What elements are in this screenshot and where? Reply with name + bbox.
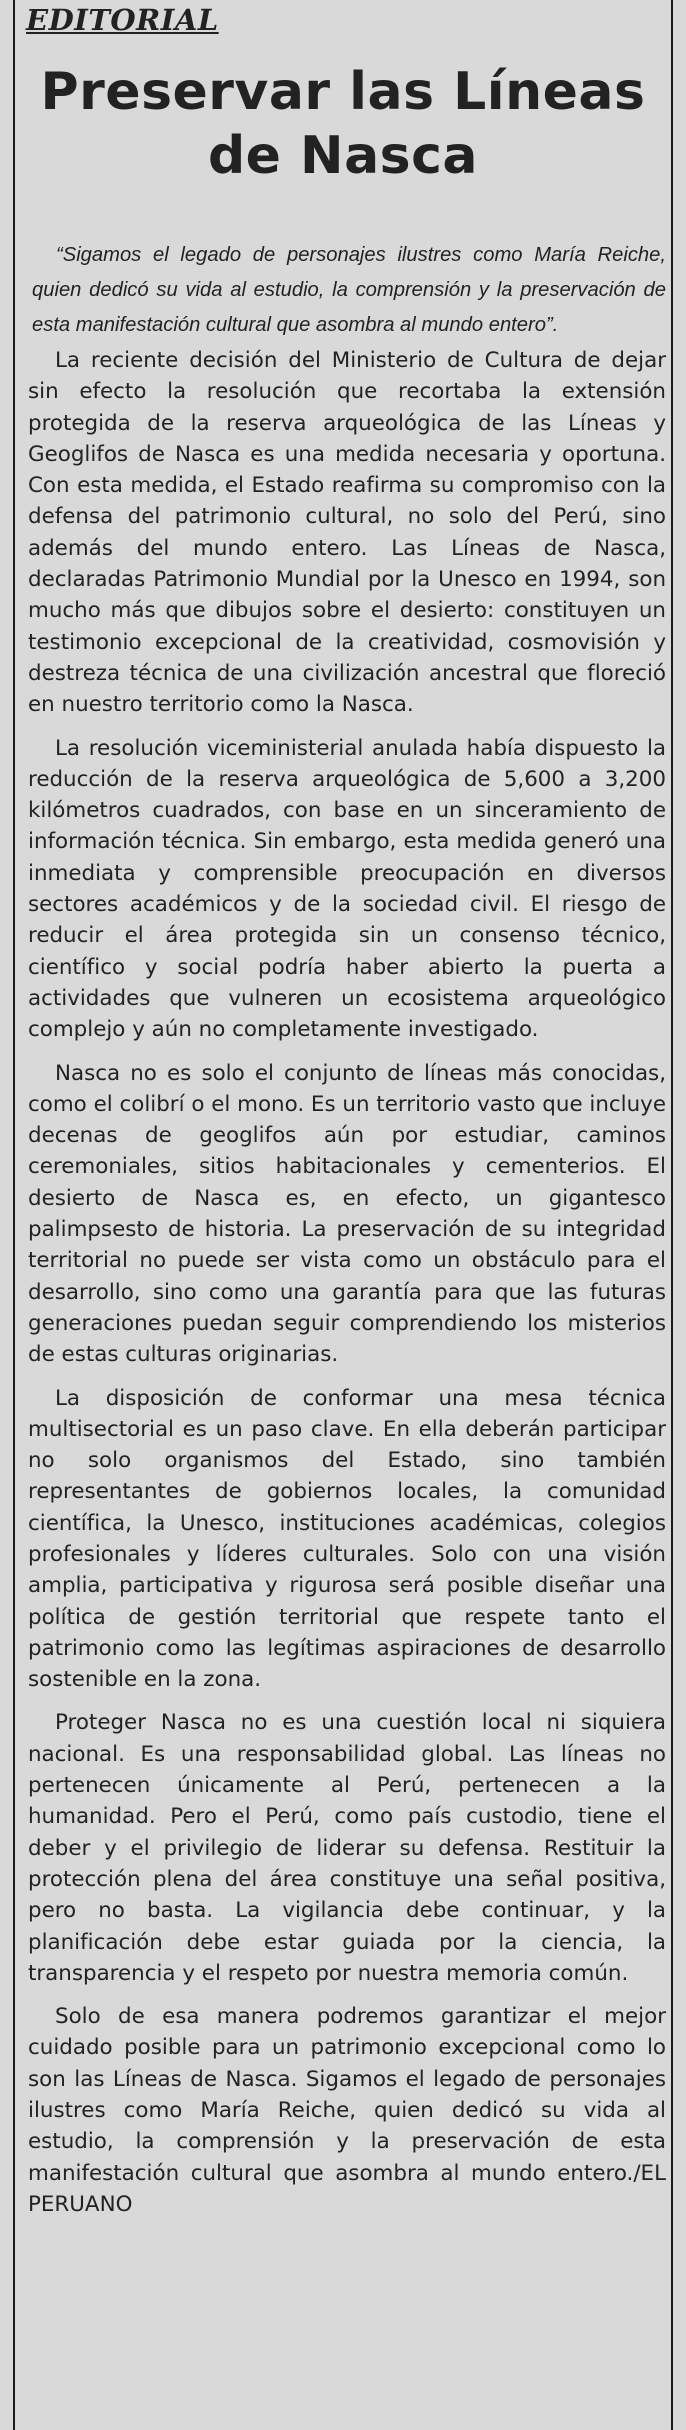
paragraph: La reciente decisión del Ministerio de Cultura de dejar sin efecto la resolución que recortaba la extensión protegida de la reserva arqueológica de las Líneas y Geoglifos de Nasca es una medida necesaria y oportuna. Con esta medida, el Estado reafirma su compromiso con la defensa del patrimonio cultural, no solo del Perú, sino además del mundo entero. Las Líneas de Nasca, declaradas Patrimonio Mundial por la Unesco en 1994, son mucho más que dibujos sobre el desierto: constituyen un testimonio excepcional de la creatividad, cosmovisión y destreza técnica de una civilización ancestral que floreció en nuestro territorio como la Nasca.: [28, 348, 666, 718]
paragraph: Solo de esa manera podremos garantizar el mejor cuidado posible para un patrimonio excepcional como lo son las Líneas de Nasca. Sigamos el legado de personajes ilustres como María Reiche, quien dedicó su vida al estudio, la comprensión y la preservación de esta manifestación cultural que asombra al mundo entero./EL PERUANO: [28, 2004, 666, 2217]
headline: [20, 60, 666, 188]
headline-line-2: de Nasca: [207, 126, 479, 186]
headline-line-1: Preservar las Líneas: [40, 62, 646, 122]
paragraph: La disposición de conformar una mesa técnica multisectorial es un paso clave. En ella deberán participar no solo organismos del Estado, sino también representantes de gobiernos locales, la comunidad científica, la Unesco, instituciones académicas, colegios profesionales y líderes culturales. Solo con una visión amplia, participativa y rigurosa será posible diseñar una política de gestión territorial que respete tanto el patrimonio como las legítimas aspiraciones de desarrollo sostenible en la zona.: [28, 1385, 666, 1693]
paragraph: La resolución viceministerial anulada había dispuesto la reducción de la reserva arqueológica de 5,600 a 3,200 kilómetros cuadrados, con base en un sinceramiento de información técnica. Sin embargo, esta medida generó una inmediata y comprensible preocupación en diversos sectores académicos y de la sociedad civil. El riesgo de reducir el área protegida sin un consenso técnico, científico y social podría haber abierto la puerta a actividades que vulneren un ecosistema arqueológico complejo y aún no completamente investigado.: [28, 735, 666, 1043]
article-body: [28, 345, 666, 2232]
epigraph-quote: “Sigamos el legado de personajes ilustres como María Reiche, quien dedicó su vida al estudio, la comprensión y la preservación de esta manifestación cultural que asombra al mundo entero”.: [32, 244, 666, 336]
paragraph: Proteger Nasca no es una cuestión local ni siquiera nacional. Es una responsabilidad global. Las líneas no pertenecen únicamente al Perú, pertenecen a la humanidad. Pero el Perú, como país custodio, tiene el deber y el privilegio de liderar su defensa. Restituir la protección plena del área constituye una señal positiva, pero no basta. La vigilancia debe continuar, y la planificación debe estar guiada por la ciencia, la transparencia y el respeto por nuestra memoria común.: [28, 1710, 666, 1986]
paragraph: Nasca no es solo el conjunto de líneas más conocidas, como el colibrí o el mono. Es un territorio vasto que incluye decenas de geoglifos aún por estudiar, caminos ceremoniales, sitios habitacionales y cementerios. El desierto de Nasca es, en efecto, un gigantesco palimpsesto de historia. La preservación de su integridad territorial no puede ser vista como un obstáculo para el desarrollo, sino como una garantía para que las futuras generaciones puedan seguir comprendiendo los misterios de estas culturas originarias.: [28, 1060, 666, 1368]
section-label: EDITORIAL: [26, 3, 219, 37]
